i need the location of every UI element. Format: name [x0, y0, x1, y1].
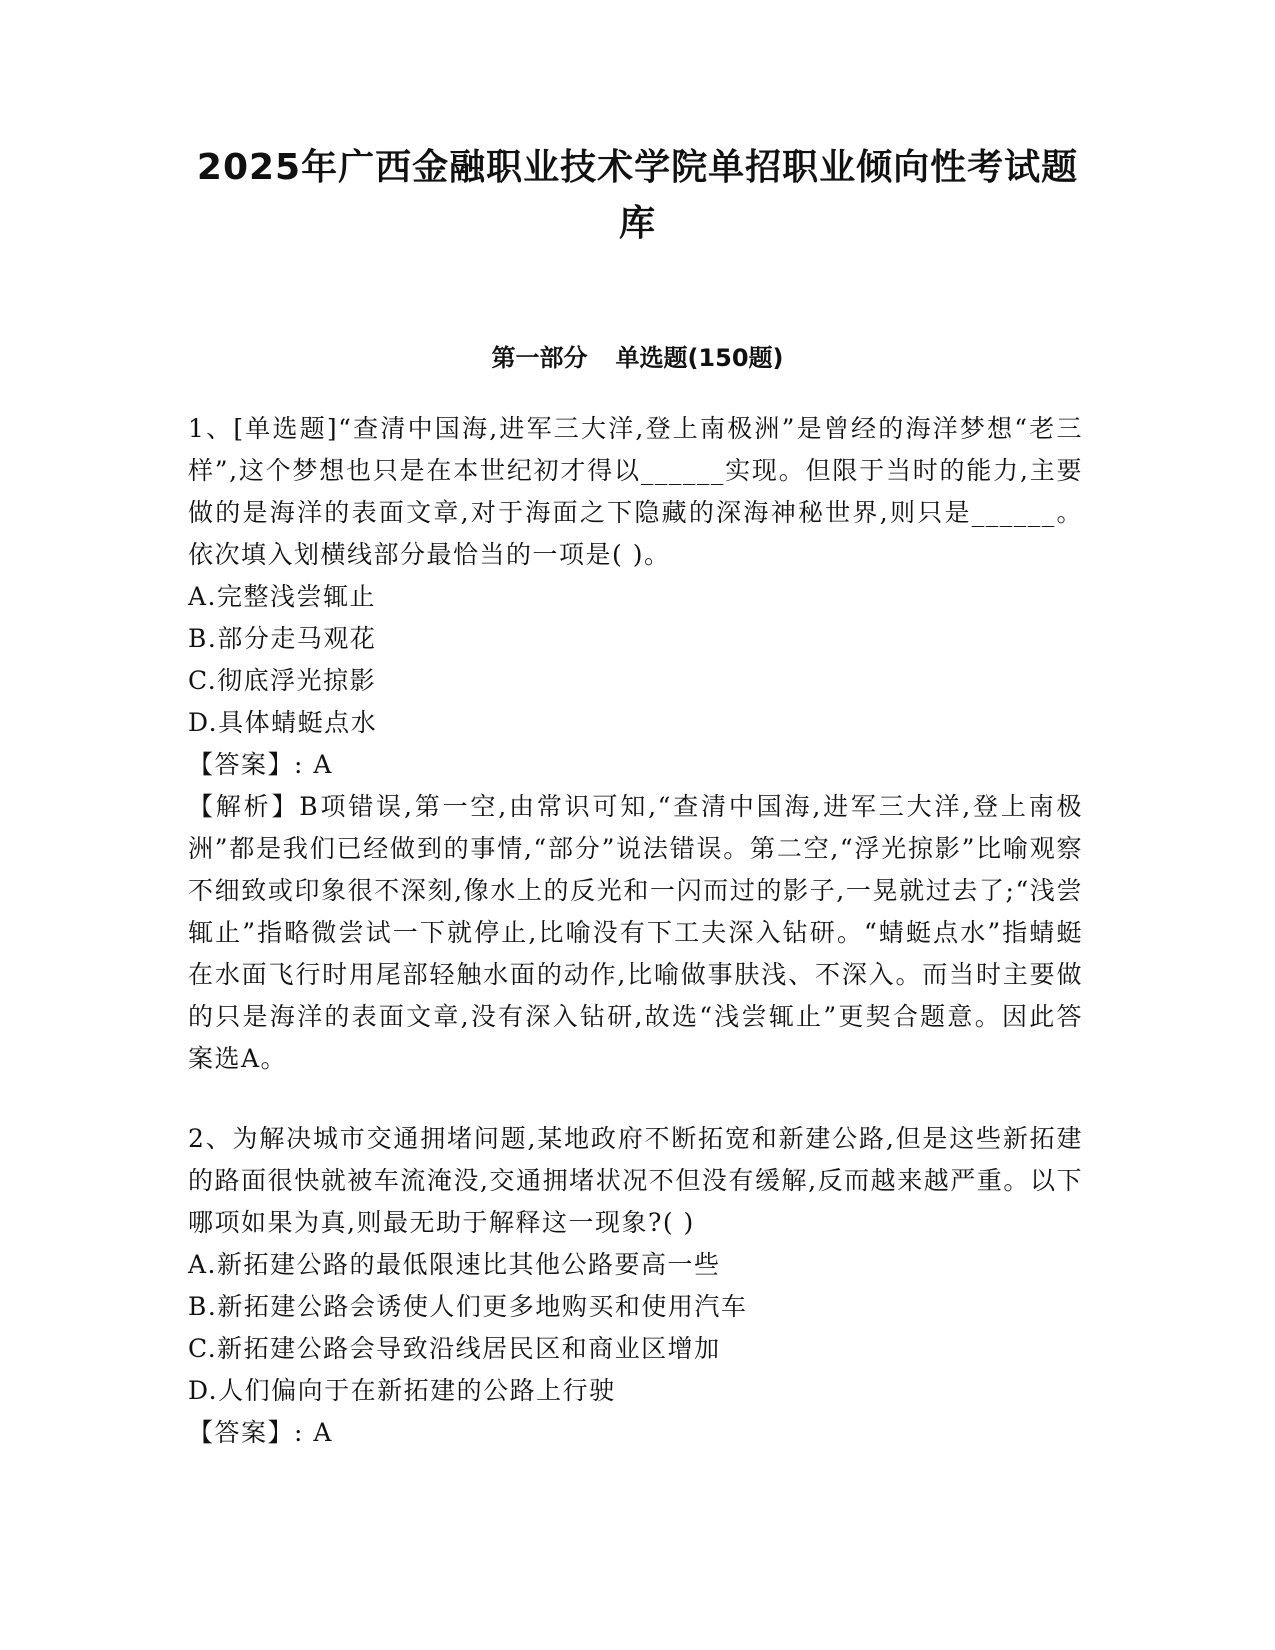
question-2-option-a: A.新拓建公路的最低限速比其他公路要高一些 [188, 1250, 721, 1279]
question-1-option-b: B.部分走马观花 [188, 624, 377, 653]
question-2 [188, 1118, 1083, 1454]
question-1-answer: 【答案】: A [188, 750, 333, 779]
section-name-label: 单选题(150题) [615, 344, 784, 372]
question-1 [188, 408, 1083, 1080]
question-2-answer: 【答案】: A [188, 1418, 333, 1447]
question-1-option-d: D.具体蜻蜓点水 [188, 708, 378, 737]
question-1-option-c: C.彻底浮光掠影 [188, 666, 377, 695]
section-part-label: 第一部分 [491, 344, 588, 372]
question-2-option-c: C.新拓建公路会导致沿线居民区和商业区增加 [188, 1334, 721, 1363]
question-1-stem: 1、[单选题]“查清中国海,进军三大洋,登上南极洲”是曾经的海洋梦想“老三样”,这个梦想也只是在本世纪初才得以______实现。但限于当时的能力,主要做的是海洋的表面文章,对于海面之下隐藏的深海神秘世界,则只是______。依次填入划横线部分最恰当的一项是( )。 [188, 414, 1083, 569]
section-heading [180, 340, 1095, 376]
question-2-option-d: D.人们偏向于在新拓建的公路上行驶 [188, 1376, 616, 1405]
question-2-option-b: B.新拓建公路会诱使人们更多地购买和使用汽车 [188, 1292, 748, 1321]
question-2-stem: 2、为解决城市交通拥堵问题,某地政府不断拓宽和新建公路,但是这些新拓建的路面很快就被车流淹没,交通拥堵状况不但没有缓解,反而越来越严重。以下哪项如果为真,则最无助于解释这一现象?( ) [188, 1124, 1083, 1237]
document-title: 2025年广西金融职业技术学院单招职业倾向性考试题库 [196, 147, 1079, 244]
question-1-analysis: 【解析】B项错误,第一空,由常识可知,“查清中国海,进军三大洋,登上南极洲”都是我们已经做到的事情,“部分”说法错误。第二空,“浮光掠影”比喻观察不细致或印象很不深刻,像水上的反光和一闪而过的影子,一晃就过去了;“浅尝辄止”指略微尝试一下就停止,比喻没有下工夫深入钻研。“蜻蜓点水”指蜻蜓在水面飞行时用尾部轻触水面的动作,比喻做事肤浅、不深入。而当时主要做的只是海洋的表面文章,没有深入钻研,故选“浅尝辄止”更契合题意。因此答案选A。 [188, 792, 1083, 1073]
question-1-option-a: A.完整浅尝辄止 [188, 582, 377, 611]
